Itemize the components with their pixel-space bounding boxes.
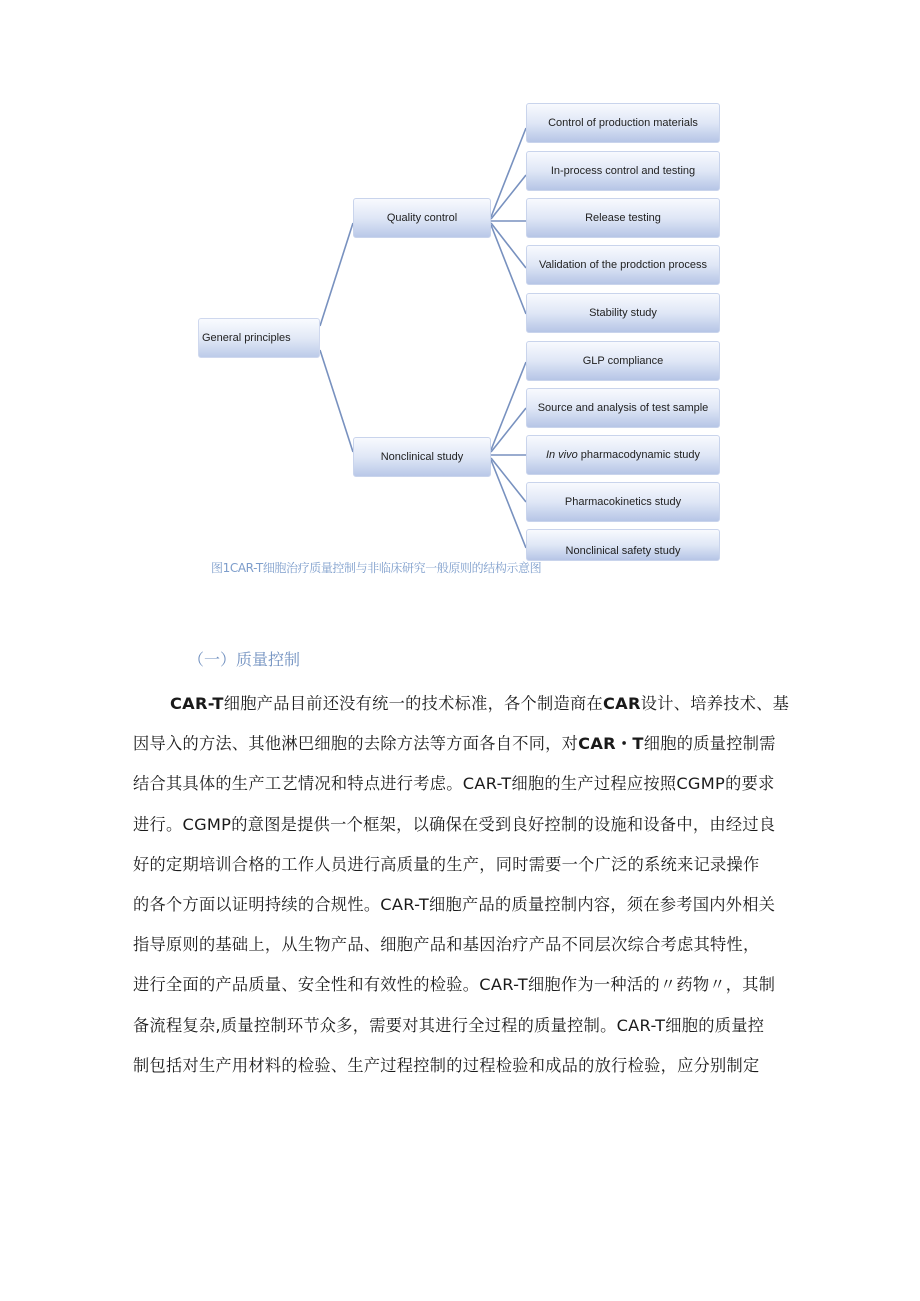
node-in-vivo-pharmacodynamic xyxy=(526,435,720,475)
node-nonclinical-study xyxy=(353,437,491,477)
paragraph-line: 指导原则的基础上，从生物产品、细胞产品和基因治疗产品不同层次综合考虑其特性， xyxy=(133,935,760,955)
node-release-testing xyxy=(526,198,720,238)
node-label xyxy=(546,449,700,461)
node-nonclinical-safety-study xyxy=(526,529,720,561)
paragraph-line xyxy=(133,684,797,724)
node-label: Validation of the prodction process xyxy=(539,259,707,271)
node-label-rest: pharmacodynamic study xyxy=(577,449,701,461)
connector-root-nonclinical xyxy=(320,350,353,452)
node-general-principles xyxy=(198,318,320,358)
node-label: Nonclinical study xyxy=(380,451,464,463)
node-label: Control of production materials xyxy=(548,117,698,129)
node-quality-control xyxy=(353,198,491,238)
connector-qc-5 xyxy=(491,225,526,314)
connector-nc-1 xyxy=(491,362,526,450)
node-label: Source and analysis of test sample xyxy=(537,402,709,414)
term-car: CAR xyxy=(602,694,641,713)
node-label: Quality control xyxy=(386,212,458,224)
node-label: Nonclinical safety study xyxy=(565,545,681,557)
node-label: General principles xyxy=(202,332,291,344)
connector-qc-1 xyxy=(491,128,526,217)
connector-nc-5 xyxy=(491,460,526,548)
paragraph-line: 进行。CGMP的意图是提供一个框架，以确保在受到良好控制的设施和设备中，由经过良 xyxy=(133,814,776,834)
paragraph-line: 好的定期培训合格的工作人员进行高质量的生产，同时需要一个广泛的系统来记录操作 xyxy=(133,854,760,874)
node-label: Stability study xyxy=(589,307,657,319)
text-run: 设计、培养技术、基 xyxy=(640,694,790,713)
figure-caption: 图1CAR-T细胞治疗质量控制与非临床研究一般原则的结构示意图 xyxy=(211,561,542,575)
node-validation-production-process xyxy=(526,245,720,285)
paragraph-line: 备流程复杂,质量控制环节众多，需要对其进行全过程的质量控制。CAR-T细胞的质量控 xyxy=(133,1015,765,1035)
connector-qc-2 xyxy=(491,175,526,219)
paragraph-line xyxy=(133,724,797,764)
node-label: In-process control and testing xyxy=(550,165,696,177)
node-in-process-control xyxy=(526,151,720,191)
term-cart: CAR-T xyxy=(170,694,224,713)
node-label: Pharmacokinetics study xyxy=(564,496,682,508)
paragraph-line: 制包括对生产用材料的检验、生产过程控制的过程检验和成品的放行检验，应分别制定 xyxy=(133,1055,760,1075)
connector-qc-4 xyxy=(491,223,526,268)
node-label-italic: In vivo xyxy=(545,449,578,461)
node-control-production-materials xyxy=(526,103,720,143)
text-run: 因导入的方法、其他淋巴细胞的去除方法等方面各自不同，对 xyxy=(133,734,579,754)
paragraph-line: 进行全面的产品质量、安全性和有效性的检验。CAR-T细胞作为一种活的〃药物〃，其制 xyxy=(133,975,776,995)
node-pharmacokinetics-study xyxy=(526,482,720,522)
paragraph-line: 结合其具体的生产工艺情况和特点进行考虑。CAR-T细胞的生产过程应按照CGMP的要求 xyxy=(133,774,775,794)
structure-diagram xyxy=(0,0,920,560)
node-label: GLP compliance xyxy=(582,355,664,367)
node-source-analysis-test-sample xyxy=(526,388,720,428)
node-label: Release testing xyxy=(585,212,661,224)
node-stability-study xyxy=(526,293,720,333)
connector-nc-4 xyxy=(491,458,526,502)
text-run: 细胞产品目前还没有统一的技术标准，各个制造商在 xyxy=(223,694,603,713)
text-run: 细胞的质量控制需 xyxy=(643,734,776,754)
connector-nc-2 xyxy=(491,408,526,452)
term-car-t: CAR・T xyxy=(578,734,644,754)
paragraph-line: 的各个方面以证明持续的合规性。CAR-T细胞产品的质量控制内容，须在参考国内外相关 xyxy=(133,894,776,914)
section-heading: （一）质量控制 xyxy=(188,650,301,669)
connector-root-quality xyxy=(320,223,353,326)
node-glp-compliance xyxy=(526,341,720,381)
body-paragraph xyxy=(133,684,797,1086)
